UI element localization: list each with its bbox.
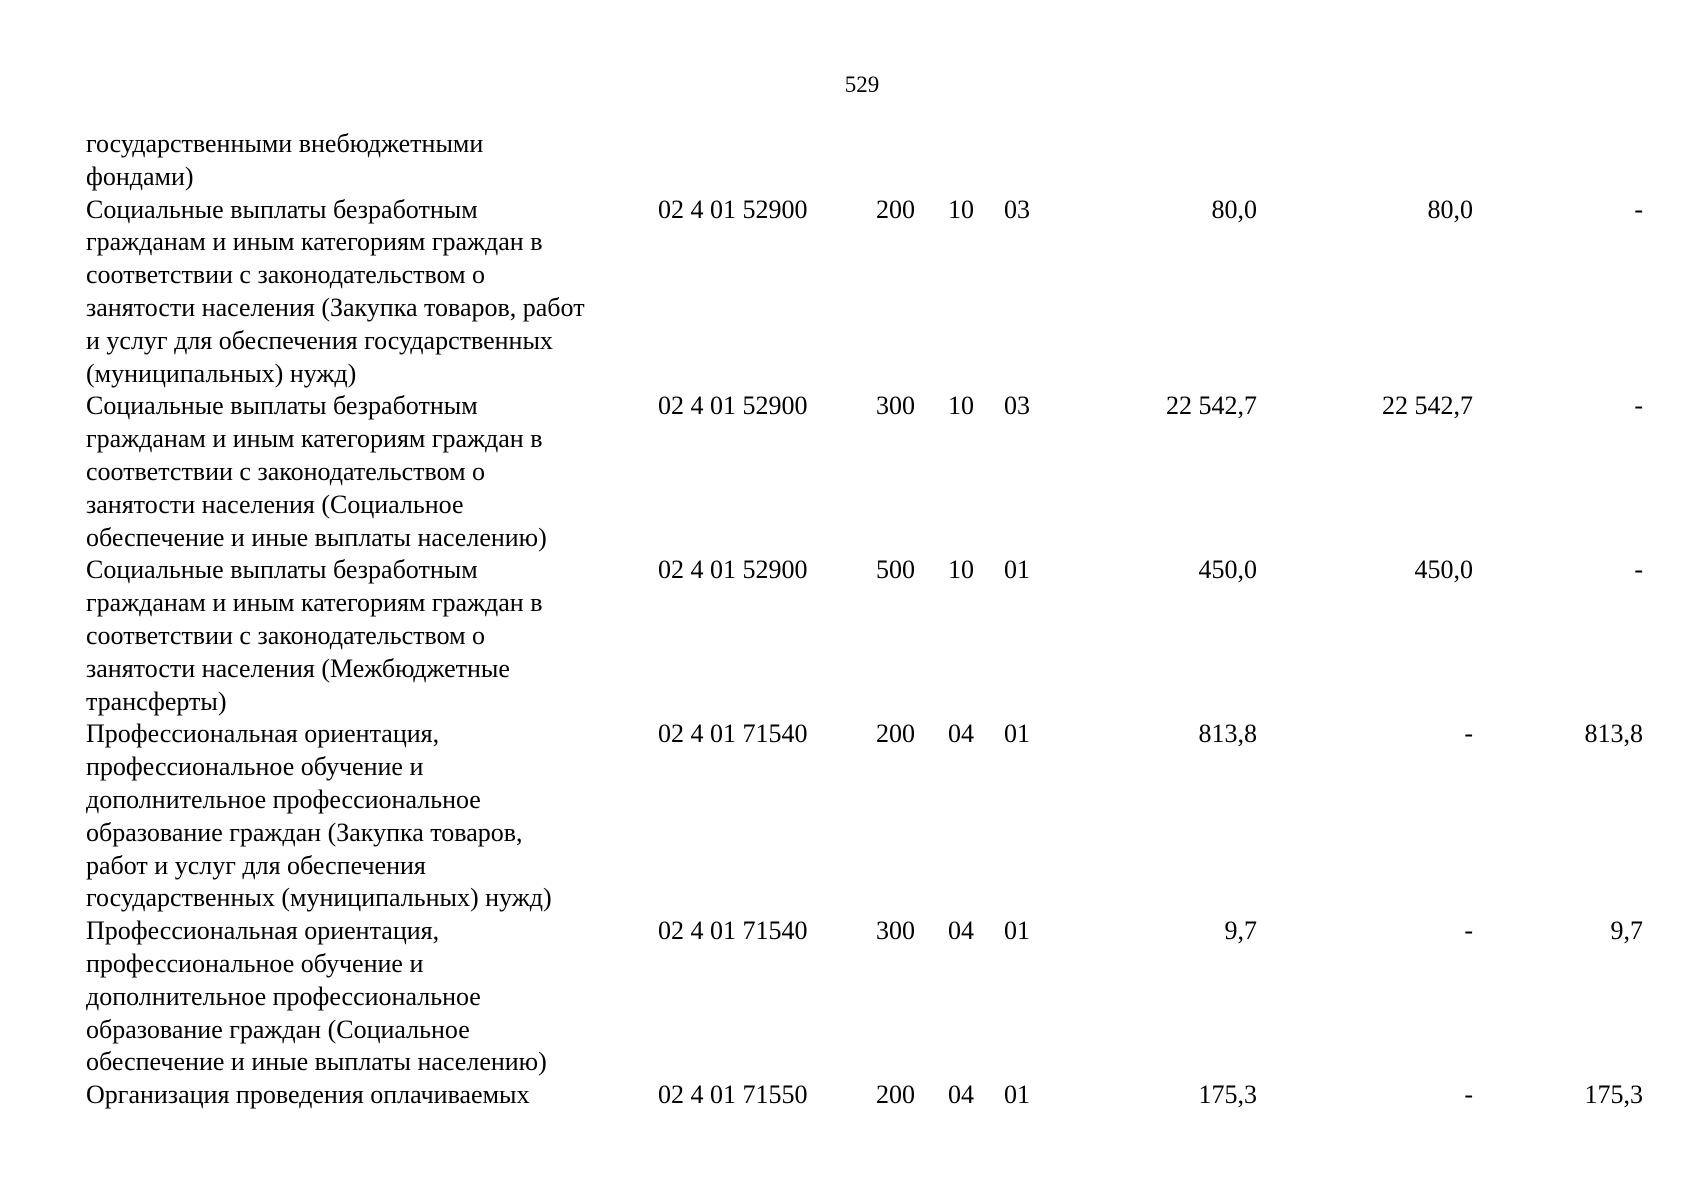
item-name-line: соответствии с законодательством о — [86, 456, 486, 486]
item-name-line: занятости населения (Межбюджетные — [86, 653, 510, 683]
table-body — [86, 128, 1643, 1112]
item-name-line: Социальные выплаты безработным — [86, 555, 478, 585]
item-name-line: работ и услуг для обеспечения — [86, 850, 426, 880]
item-name-line: государственных (муниципальных) нужд) — [86, 883, 552, 913]
target-article-cell: 02 4 01 71540 — [658, 916, 808, 946]
subsection-cell: 01 — [1004, 1080, 1030, 1110]
item-name-cell — [86, 1079, 658, 1112]
subsection-cell: 03 — [1004, 391, 1030, 421]
item-name-line: образование граждан (Закупка товаров, — [86, 817, 523, 847]
regional-amount-cell: 9,7 — [1610, 916, 1643, 946]
expense-type-cell: 500 — [876, 555, 915, 585]
total-amount-cell: 450,0 — [1198, 555, 1257, 585]
table-row — [86, 194, 1643, 391]
target-article-cell: 02 4 01 71540 — [658, 719, 808, 749]
item-name-cell — [86, 128, 658, 194]
table-row — [86, 1079, 1643, 1112]
item-name-line: фондами) — [86, 161, 194, 191]
section-cell: 10 — [948, 391, 974, 421]
federal-amount-cell: 80,0 — [1427, 194, 1473, 224]
federal-amount-cell: 450,0 — [1414, 555, 1473, 585]
item-name-line: обеспечение и иные выплаты населению) — [86, 1047, 547, 1077]
item-name-line: образование граждан (Социальное — [86, 1014, 470, 1044]
section-cell — [948, 128, 1004, 194]
item-name-cell — [86, 718, 658, 915]
item-name-line: государственными внебюджетными — [86, 129, 484, 158]
regional-amount-cell: - — [1634, 555, 1643, 585]
item-name-line: дополнительное профессиональное — [86, 784, 481, 814]
item-name-line: и услуг для обеспечения государственных — [86, 325, 553, 355]
target-article-cell: 02 4 01 52900 — [658, 555, 808, 585]
section-cell: 10 — [948, 555, 974, 585]
item-name-line: гражданам и иным категориям граждан в — [86, 227, 543, 257]
item-name-line: профессиональное обучение и — [86, 948, 424, 978]
regional-amount-cell — [1473, 128, 1643, 194]
total-amount-cell: 813,8 — [1198, 719, 1257, 749]
total-amount-cell: 175,3 — [1198, 1080, 1257, 1110]
expense-type-cell — [876, 128, 948, 194]
regional-amount-cell: 813,8 — [1584, 719, 1643, 749]
total-amount-cell — [1166, 128, 1257, 194]
item-name-line: занятости населения (Социальное — [86, 489, 464, 519]
item-name-cell — [86, 915, 658, 1079]
item-name-line: обеспечение и иные выплаты населению) — [86, 522, 547, 552]
expense-type-cell: 300 — [876, 916, 915, 946]
item-name-line: трансферты) — [86, 686, 227, 716]
subsection-cell: 01 — [1004, 916, 1030, 946]
item-name-line: (муниципальных) нужд) — [86, 358, 357, 388]
table-row — [86, 915, 1643, 1079]
item-name-line: Социальные выплаты безработным — [86, 391, 478, 421]
federal-amount-cell: - — [1464, 1080, 1473, 1110]
regional-amount-cell: - — [1634, 391, 1643, 421]
item-name-line: дополнительное профессиональное — [86, 981, 481, 1011]
federal-amount-cell: 22 542,7 — [1382, 391, 1473, 421]
target-article-cell — [658, 128, 876, 194]
expense-type-cell: 200 — [876, 719, 915, 749]
total-amount-cell: 9,7 — [1224, 916, 1257, 946]
table-row — [86, 718, 1643, 915]
total-amount-cell: 22 542,7 — [1166, 391, 1257, 421]
regional-amount-cell: - — [1634, 194, 1643, 224]
item-name-line: Профессиональная ориентация, — [86, 916, 440, 946]
table-row — [86, 128, 1643, 194]
subsection-cell: 01 — [1004, 719, 1030, 749]
section-cell: 04 — [948, 719, 974, 749]
subsection-cell — [1004, 128, 1166, 194]
table-row — [86, 390, 1643, 554]
federal-amount-cell — [1257, 128, 1473, 194]
item-name-line: Профессиональная ориентация, — [86, 719, 440, 749]
section-cell: 04 — [948, 916, 974, 946]
item-name-line: соответствии с законодательством о — [86, 260, 486, 290]
target-article-cell: 02 4 01 71550 — [658, 1080, 808, 1110]
federal-amount-cell: - — [1464, 916, 1473, 946]
item-name-line: гражданам и иным категориям граждан в — [86, 588, 543, 618]
budget-table — [86, 128, 1643, 1112]
item-name-cell — [86, 194, 658, 391]
item-name-line: соответствии с законодательством о — [86, 620, 486, 650]
item-name-cell — [86, 390, 658, 554]
expense-type-cell: 200 — [876, 1080, 915, 1110]
page-number: 529 — [844, 72, 880, 97]
item-name-line: профессиональное обучение и — [86, 752, 424, 782]
regional-amount-cell: 175,3 — [1584, 1080, 1643, 1110]
table-row — [86, 554, 1643, 718]
section-cell: 04 — [948, 1080, 974, 1110]
target-article-cell: 02 4 01 52900 — [658, 391, 808, 421]
subsection-cell: 01 — [1004, 555, 1030, 585]
section-cell: 10 — [948, 194, 974, 224]
item-name-line: Социальные выплаты безработным — [86, 194, 478, 224]
expense-type-cell: 300 — [876, 391, 915, 421]
item-name-cell — [86, 554, 658, 718]
item-name-line: Организация проведения оплачиваемых — [86, 1080, 530, 1110]
item-name-line: занятости населения (Закупка товаров, работ — [86, 292, 585, 322]
federal-amount-cell: - — [1464, 719, 1473, 749]
expense-type-cell: 200 — [876, 194, 915, 224]
target-article-cell: 02 4 01 52900 — [658, 194, 808, 224]
subsection-cell: 03 — [1004, 194, 1030, 224]
total-amount-cell: 80,0 — [1211, 194, 1257, 224]
item-name-line: гражданам и иным категориям граждан в — [86, 424, 543, 454]
